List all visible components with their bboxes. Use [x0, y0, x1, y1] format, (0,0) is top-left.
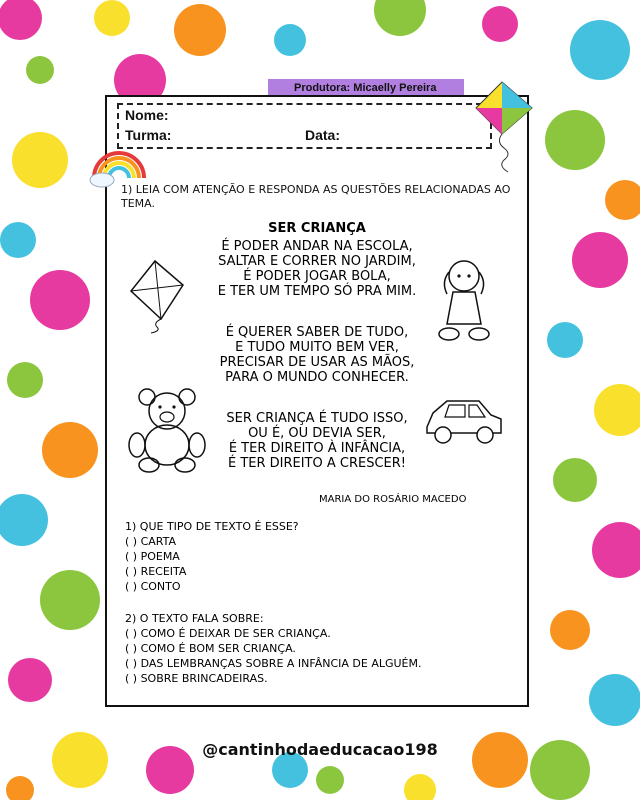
poem-line: É PODER ANDAR NA ESCOLA,: [221, 239, 413, 254]
polka-dot: [40, 570, 100, 630]
polka-dot: [572, 232, 628, 288]
polka-dot: [0, 494, 48, 546]
student-header: [117, 103, 492, 149]
poem-title: SER CRIANÇA: [268, 221, 366, 236]
polka-dot: [316, 766, 344, 794]
question-1-option[interactable]: ( ) POEMA: [125, 550, 180, 563]
polka-dot: [570, 20, 630, 80]
question-1: [125, 519, 299, 594]
poem-author: MARIA DO ROSÁRIO MACEDO: [319, 494, 467, 505]
question-1-option[interactable]: ( ) CONTO: [125, 580, 181, 593]
poem-line: E TUDO MUITO BEM VER,: [235, 340, 399, 355]
polka-dot: [26, 56, 54, 84]
polka-dot: [6, 776, 34, 800]
polka-dot: [547, 322, 583, 358]
instruction-text: 1) LEIA COM ATENÇÃO E RESPONDA AS QUESTÕES RELACIONADAS AO TEMA.: [121, 183, 511, 210]
poem-line: SER CRIANÇA É TUDO ISSO,: [226, 411, 408, 426]
question-2-option[interactable]: ( ) COMO É BOM SER CRIANÇA.: [125, 642, 296, 655]
name-label: Nome:: [125, 107, 169, 123]
polka-dot: [274, 24, 306, 56]
poem-line: É PODER JOGAR BOLA,: [243, 269, 391, 284]
polka-dot: [94, 0, 130, 36]
producer-label: Produtora: Micaelly Pereira: [268, 79, 464, 97]
poem-line: PRECISAR DE USAR AS MÃOS,: [219, 355, 415, 370]
instagram-handle: @cantinhodaeducacao198: [202, 740, 438, 759]
date-label: Data:: [305, 127, 341, 143]
poem-stanza-1: [197, 239, 437, 299]
polka-dot: [174, 4, 226, 56]
kite-icon: [125, 257, 195, 335]
poem-line: É TER DIREITO A CRESCER!: [227, 456, 407, 471]
polka-dot: [0, 222, 36, 258]
polka-dot: [7, 362, 43, 398]
poem-line: É TER DIREITO À INFÂNCIA,: [228, 441, 406, 456]
doll-icon: [429, 252, 499, 344]
poem-line: É QUERER SABER DE TUDO,: [225, 325, 409, 340]
question-2-option[interactable]: ( ) SOBRE BRINCADEIRAS.: [125, 672, 268, 685]
polka-dot: [374, 0, 426, 36]
polka-dot: [42, 422, 98, 478]
question-2-text: 2) O TEXTO FALA SOBRE:: [125, 612, 264, 625]
toy-car-icon: [423, 393, 505, 449]
polka-dot: [0, 0, 42, 40]
worksheet: [105, 95, 529, 707]
polka-dot: [589, 674, 640, 726]
poem-line: OU É, OU DEVIA SER,: [248, 426, 386, 441]
class-label: Turma:: [125, 127, 172, 143]
polka-dot: [594, 384, 640, 436]
poem-line: SALTAR E CORRER NO JARDIM,: [218, 254, 416, 269]
polka-dot: [482, 6, 518, 42]
polka-dot: [605, 180, 640, 220]
question-1-text: 1) QUE TIPO DE TEXTO É ESSE?: [125, 520, 299, 533]
polka-dot: [8, 658, 52, 702]
polka-dot: [404, 774, 436, 800]
polka-dot: [592, 522, 640, 578]
polka-dot: [545, 110, 605, 170]
question-2-option[interactable]: ( ) DAS LEMBRANÇAS SOBRE A INFÂNCIA DE ALGUÉM.: [125, 657, 422, 670]
teddy-bear-icon: [123, 383, 215, 475]
kite-icon: [472, 78, 536, 174]
polka-dot: [553, 458, 597, 502]
poem-line: PARA O MUNDO CONHECER.: [225, 370, 409, 385]
polka-dot: [30, 270, 90, 330]
rainbow-icon: [88, 138, 150, 188]
question-1-option[interactable]: ( ) RECEITA: [125, 565, 187, 578]
polka-dot: [12, 132, 68, 188]
question-2-option[interactable]: ( ) COMO É DEIXAR DE SER CRIANÇA.: [125, 627, 331, 640]
poem-line: E TER UM TEMPO SÓ PRA MIM.: [217, 284, 417, 299]
polka-dot: [550, 610, 590, 650]
poem-stanza-3: [197, 411, 437, 471]
poem-stanza-2: [197, 325, 437, 385]
question-1-option[interactable]: ( ) CARTA: [125, 535, 177, 548]
question-2: [125, 611, 421, 686]
